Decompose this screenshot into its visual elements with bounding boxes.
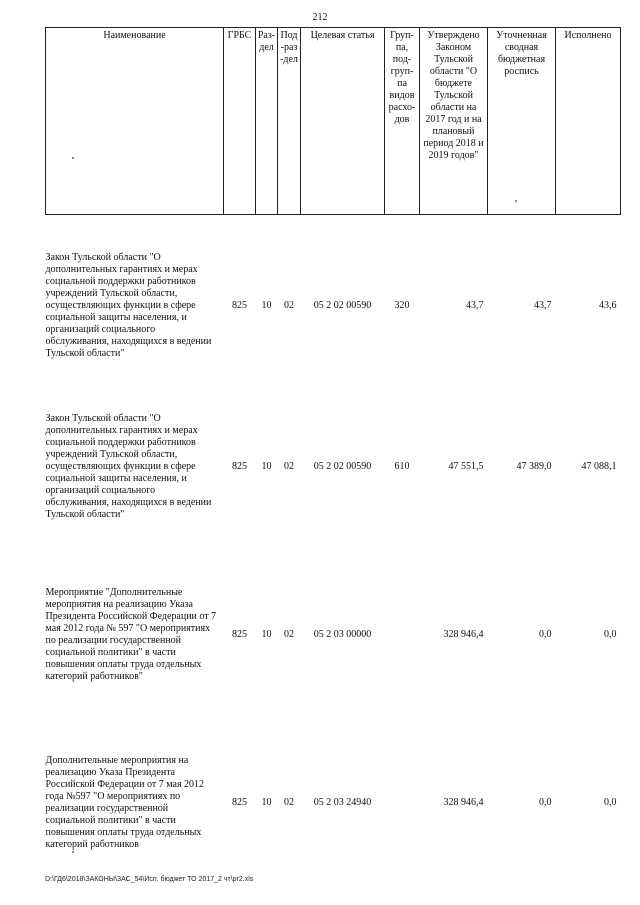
page-number: 212 — [312, 12, 328, 23]
row-approved: 47 551,5 — [448, 461, 484, 472]
scan-speck — [72, 851, 74, 853]
header-name: Наименование — [46, 28, 224, 215]
row-podrazdel: 02 — [284, 461, 294, 472]
file-path-footer: D:\ГД6\2018\ЗАКОНЫ\ЗАС_54\Исп. бюджет ТО 2017_2 чт\pr2.xls — [45, 876, 254, 883]
row-name: Закон Тульской области "О дополнительных гарантиях и мерах социальной поддержки работников учреждений Тульской области, осуществляющих функции в сфере социальной защиты населения, и организаций социального обслуживания, находящихся в ведении Тульской области" — [45, 252, 212, 359]
row-grbs: 825 — [232, 797, 247, 808]
row-grbs: 825 — [232, 300, 247, 311]
header-grbs: ГРБС — [224, 28, 256, 215]
row-approved: 328 946,4 — [443, 629, 484, 640]
row-executed: 47 088,1 — [581, 461, 617, 472]
header-executed: Исполнено — [556, 28, 621, 215]
row-executed: 0,0 — [604, 797, 617, 808]
table-row — [46, 215, 621, 384]
row-refined: 0,0 — [539, 629, 552, 640]
header-expense-group: Груп-па, под-груп-па видов расхо-дов — [385, 28, 420, 215]
row-target-article: 05 2 03 24940 — [313, 797, 372, 808]
row-name: Мероприятие "Дополнительные мероприятия на реализацию Указа Президента Российской Федерации от 7 мая 2012 года № 597 "О мероприятиях по реализации государственной социальной политики" в части повышения оплаты труда отдельных категорий работников" — [45, 587, 217, 682]
row-expense-group — [385, 551, 420, 719]
header-target-article: Целевая статья — [301, 28, 385, 215]
header-podrazdel: Под-раз-дел — [278, 28, 301, 215]
row-approved: 43,7 — [466, 300, 484, 311]
row-target-article: 05 2 02 00590 — [313, 461, 372, 472]
row-approved: 328 946,4 — [443, 797, 484, 808]
row-refined: 47 389,0 — [516, 461, 552, 472]
table-header-row — [46, 28, 621, 215]
row-razdel: 10 — [261, 461, 272, 472]
row-refined: 0,0 — [539, 797, 552, 808]
scan-speck — [515, 200, 517, 202]
row-refined: 43,7 — [534, 300, 552, 311]
row-expense-group: 610 — [394, 461, 410, 472]
row-executed: 43,6 — [599, 300, 617, 311]
row-razdel: 10 — [261, 797, 272, 808]
row-expense-group: 320 — [394, 300, 410, 311]
table-row — [46, 719, 621, 887]
row-expense-group — [385, 719, 420, 887]
row-podrazdel: 02 — [284, 797, 294, 808]
scan-speck — [72, 157, 74, 159]
table-row — [46, 551, 621, 719]
row-grbs: 825 — [232, 629, 247, 640]
row-executed: 0,0 — [604, 629, 617, 640]
row-name: Закон Тульской области "О дополнительных гарантиях и мерах социальной поддержки работников учреждений Тульской области, осуществляющих функции в сфере социальной защиты населения, и организаций социального обслуживания, находящихся в ведении Тульской области" — [45, 413, 212, 520]
header-razdel: Раз-дел — [256, 28, 278, 215]
row-podrazdel: 02 — [284, 629, 294, 640]
row-target-article: 05 2 02 00590 — [313, 300, 372, 311]
row-razdel: 10 — [261, 300, 272, 311]
row-razdel: 10 — [261, 629, 272, 640]
row-podrazdel: 02 — [284, 300, 294, 311]
row-grbs: 825 — [232, 461, 247, 472]
budget-execution-table — [45, 27, 621, 887]
header-approved: Утверждено Законом Тульской области "О бюджете Тульской области на 2017 год и на плановый период 2018 и 2019 годов" — [420, 28, 488, 215]
row-target-article: 05 2 03 00000 — [313, 629, 372, 640]
row-name: Дополнительные мероприятия на реализацию Указа Президента Российской Федерации от 7 мая 2012 года №597 "О мероприятиях по реализации государственной социальной политики" в части повышения оплаты труда отдельных категорий работников — [45, 755, 205, 850]
table-row — [46, 383, 621, 551]
header-refined: Уточненная сводная бюджетная роспись — [488, 28, 556, 215]
